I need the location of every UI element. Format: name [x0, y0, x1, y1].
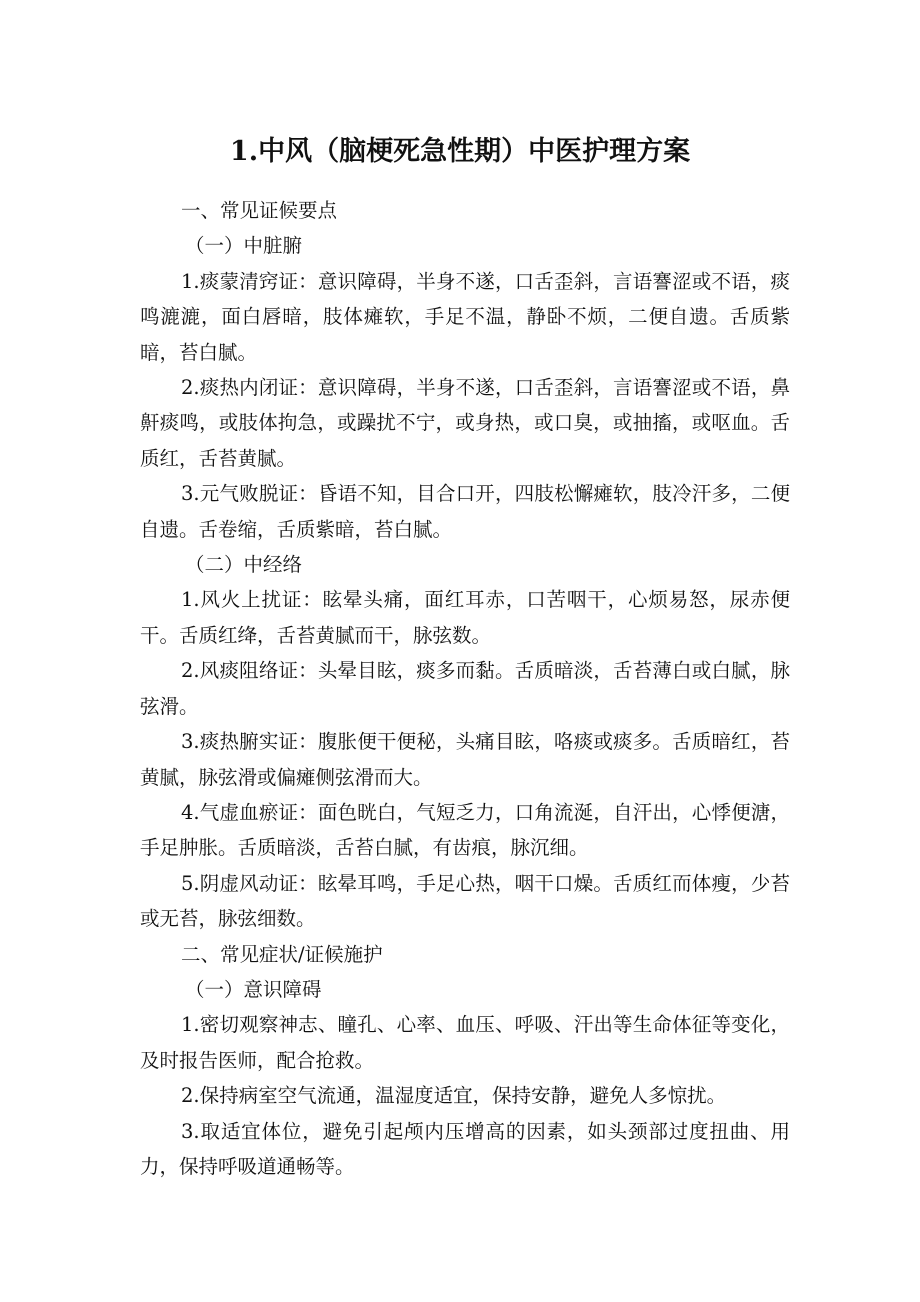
paragraph: 2.保持病室空气流通，温湿度适宜，保持安静，避免人多惊扰。	[181, 1084, 727, 1108]
section-heading: 二、常见症状/证候施护	[181, 942, 383, 966]
paragraph: 3.取适宜体位，避免引起颅内压增高的因素，如头颈部过度扭曲、用力，保持呼吸道通畅等。	[140, 1119, 790, 1178]
paragraph: 1.风火上扰证：眩晕头痛，面红耳赤，口苦咽干，心烦易怒，尿赤便干。舌质红绛，舌苔黄腻而干，脉弦数。	[140, 588, 790, 647]
subsection-heading: （一）中脏腑	[185, 234, 303, 258]
paragraph: 3.痰热腑实证：腹胀便干便秘，头痛目眩，咯痰或痰多。舌质暗红，苔黄腻，脉弦滑或偏瘫侧弦滑而大。	[140, 730, 790, 789]
document-title: 1.中风（脑梗死急性期）中医护理方案	[229, 136, 691, 167]
paragraph: 4.气虚血瘀证：面色晄白，气短乏力，口角流涎，自汗出，心悸便溏，手足肿胀。舌质暗淡，舌苔白腻，有齿痕，脉沉细。	[140, 800, 790, 860]
paragraph: 1.密切观察神志、瞳孔、心率、血压、呼吸、汗出等生命体征等变化，及时报告医师，配合抢救。	[140, 1013, 790, 1072]
subsection-heading: （一）意识障碍	[185, 977, 322, 1001]
section-heading: 一、常见证候要点	[181, 199, 338, 222]
paragraph: 2.痰热内闭证：意识障碍，半身不遂，口舌歪斜，言语謇涩或不语，鼻鼾痰鸣，或肢体拘急，或躁扰不宁，或身热，或口臭，或抽搐，或呕血。舌质红，舌苔黄腻。	[140, 376, 790, 470]
paragraph: 1.痰蒙清窍证：意识障碍，半身不遂，口舌歪斜，言语謇涩或不语，痰鸣漉漉，面白唇暗，肢体瘫软，手足不温，静卧不烦，二便自遗。舌质紫暗，苔白腻。	[140, 269, 790, 364]
paragraph: 3.元气败脱证：昏语不知，目合口开，四肢松懈瘫软，肢冷汗多，二便自遗。舌卷缩，舌质紫暗，苔白腻。	[140, 482, 790, 541]
subsection-heading: （二）中经络	[185, 553, 303, 577]
paragraph: 2.风痰阻络证：头晕目眩，痰多而黏。舌质暗淡，舌苔薄白或白腻，脉弦滑。	[140, 659, 790, 718]
document-body	[140, 193, 790, 1184]
paragraph: 5.阴虚风动证：眩晕耳鸣，手足心热，咽干口燥。舌质红而体瘦，少苔或无苔，脉弦细数。	[140, 871, 790, 931]
